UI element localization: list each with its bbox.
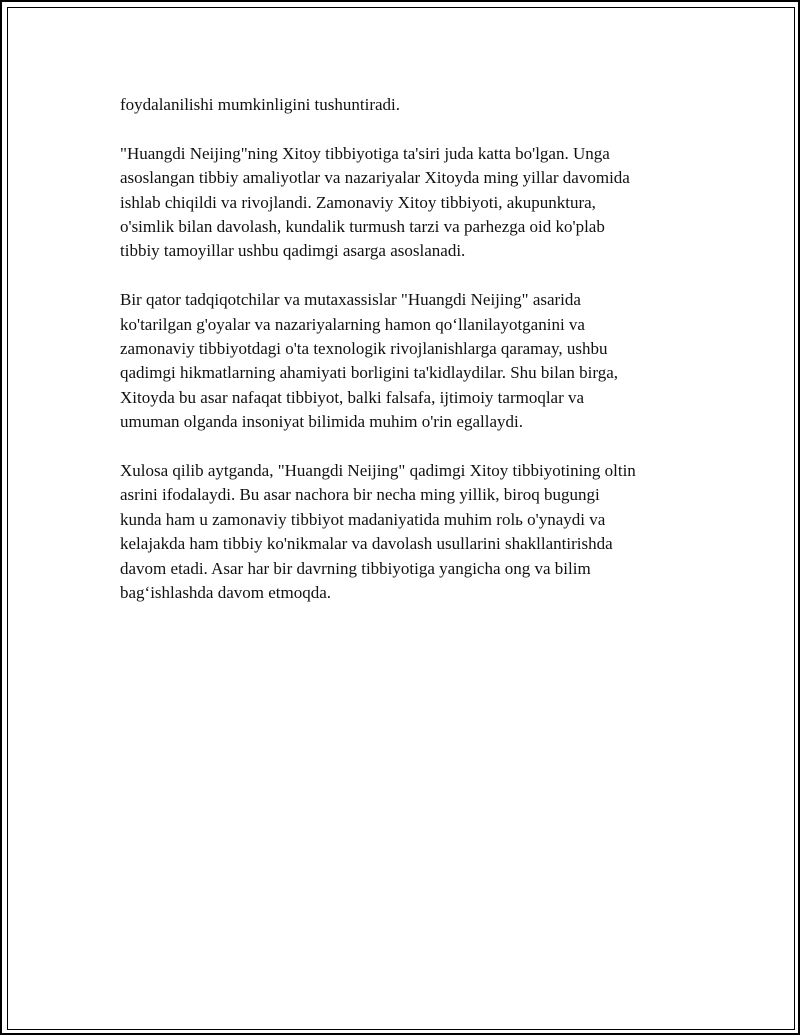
document-body	[120, 93, 695, 630]
paragraph-3	[120, 288, 695, 434]
text-line: umuman olganda insoniyat bilimida muhim o'rin egallaydi.	[120, 412, 523, 432]
text-line: ishlab chiqildi va rivojlandi. Zamonaviy Xitoy tibbiyoti, akupunktura,	[120, 192, 596, 212]
text-line: asrini ifodalaydi. Bu asar nachora bir necha ming yillik, biroq bugungi	[120, 485, 600, 505]
text-line: Xulosa qilib aytganda, "Huangdi Neijing" qadimgi Xitoy tibbiyotining oltin	[120, 461, 636, 481]
paragraph-1	[120, 93, 695, 117]
text-line: asoslangan tibbiy amaliyotlar va nazariyalar Xitoyda ming yillar davomida	[120, 168, 630, 188]
text-line: foydalanilishi mumkinligini tushuntiradi.	[120, 95, 401, 114]
text-line: "Huangdi Neijing"ning Xitoy tibbiyotiga ta'siri juda katta bo'lgan. Unga	[120, 143, 610, 163]
paragraph-4	[120, 459, 695, 605]
text-line: kelajakda ham tibbiy ko'nikmalar va davolash usullarini shakllantirishda	[120, 534, 613, 554]
paragraph-2	[120, 142, 695, 264]
text-line: davom etadi. Asar har bir davrning tibbiyotiga yangicha ong va bilim	[120, 558, 591, 578]
text-line: zamonaviy tibbiyotdagi o'ta texnologik rivojlanishlarga qaramay, ushbu	[120, 339, 608, 359]
text-line: Bir qator tadqiqotchilar va mutaxassislar "Huangdi Neijing" asarida	[120, 290, 581, 310]
text-line: bag‘ishlashda davom etmoqda.	[120, 583, 332, 603]
text-line: o'simlik bilan davolash, kundalik turmush tarzi va parhezga oid ko'plab	[120, 217, 605, 237]
text-line: tibbiy tamoyillar ushbu qadimgi asarga asoslanadi.	[120, 241, 466, 261]
text-line: kunda ham u zamonaviy tibbiyot madaniyatida muhim rolь o'ynaydi va	[120, 509, 606, 529]
text-line: Xitoyda bu asar nafaqat tibbiyot, balki falsafa, ijtimoiy tarmoqlar va	[120, 387, 585, 407]
text-line: ko'tarilgan g'oyalar va nazariyalarning hamon qo‘llanilayotganini va	[120, 314, 585, 334]
text-line: qadimgi hikmatlarning ahamiyati borligini ta'kidlaydilar. Shu bilan birga,	[120, 363, 619, 383]
